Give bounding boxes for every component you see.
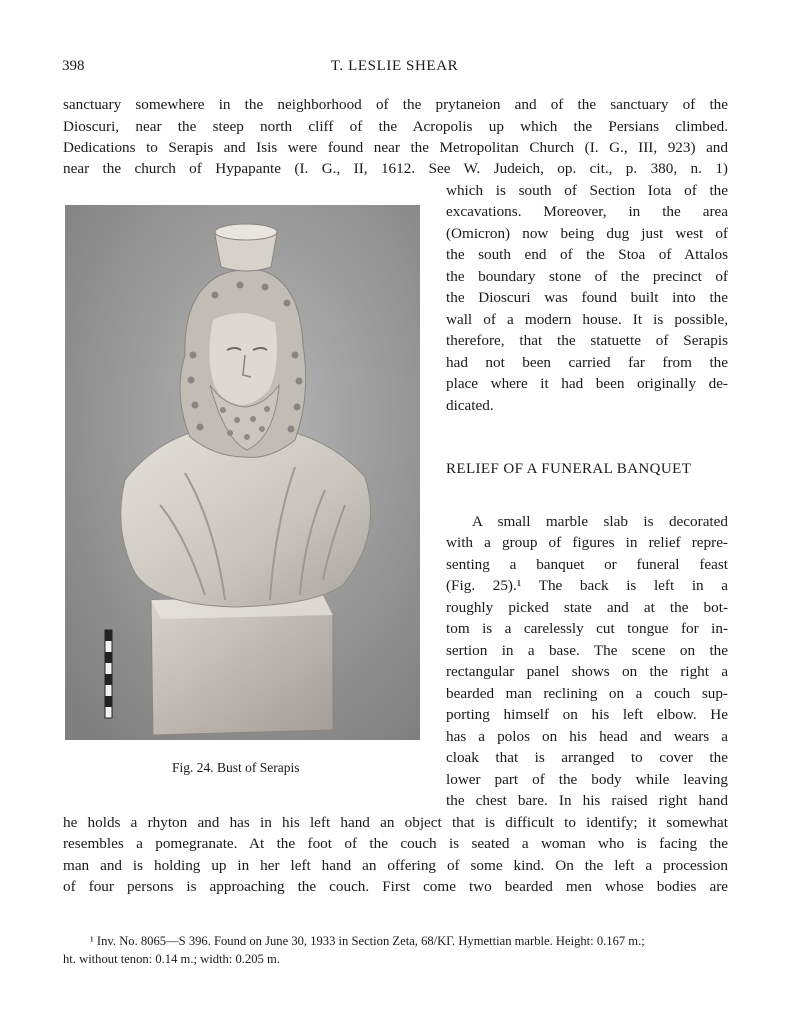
body-line: man and is holding up in her left hand an offering of some kind. On the left a procession [63,857,728,874]
body-line: therefore, that the statuette of Serapis [446,332,728,349]
page-number: 398 [62,58,85,74]
body-line: sertion in a base. The scene on the [446,642,728,659]
body-line: Dioscuri, near the steep north cliff of the Acropolis up which the Persians climbed. [63,118,728,135]
body-line: the south end of the Stoa of Attalos [446,246,728,263]
body-line: has a polos on his head and wears a [446,728,728,745]
body-line: of four persons is approaching the couch. First come two bearded men whose bodies are [63,878,728,895]
body-line: bearded man reclining on a couch sup- [446,685,728,702]
body-line: place where it had been originally de- [446,375,728,392]
body-line: roughly picked state and at the bot- [446,599,728,616]
body-line: near the church of Hypapante (I. G., II, 1612. See W. Judeich, op. cit., p. 380, n. 1) [63,160,728,177]
body-line: cloak that is arranged to cover the [446,749,728,766]
section-heading: RELIEF OF A FUNERAL BANQUET [446,461,692,477]
body-line: which is south of Section Iota of the [446,182,728,199]
body-line: with a group of figures in relief repre- [446,534,728,551]
footnote-line: ¹ Inv. No. 8065—S 396. Found on June 30, 1933 in Section Zeta, 68/ΚΓ. Hymettian marble. Height: 0.167 m.; [90,934,645,948]
body-line: porting himself on his left elbow. He [446,706,728,723]
body-line: the chest bare. In his raised right hand [446,792,728,809]
figure-caption: Fig. 24. Bust of Serapis [172,760,300,775]
body-line: had not been carried far from the [446,354,728,371]
body-line: tom is a carelessly cut tongue for in- [446,620,728,637]
body-line: excavations. Moreover, in the area [446,203,728,220]
body-line: senting a banquet or funeral feast [446,556,728,573]
body-line: (Omicron) now being dug just west of [446,225,728,242]
body-line: the boundary stone of the precinct of [446,268,728,285]
body-line: dicated. [446,397,494,414]
body-line: (Fig. 25).¹ The back is left in a [446,577,728,594]
body-line: lower part of the body while leaving [446,771,728,788]
body-line: rectangular panel shows on the right a [446,663,728,680]
footnote-line: ht. without tenon: 0.14 m.; width: 0.205 m. [63,952,280,966]
body-line: resembles a pomegranate. At the foot of the couch is seated a woman who is facing the [63,835,728,852]
running-title: T. LESLIE SHEAR [330,58,459,74]
body-line: he holds a rhyton and has in his left hand an object that is difficult to identify; it somewhat [63,814,728,831]
body-line: A small marble slab is decorated [472,513,728,530]
body-line: the Dioscuri was found built into the [446,289,728,306]
body-line: wall of a modern house. It is possible, [446,311,728,328]
serapis-bust-figure [65,205,420,740]
bust-illustration [65,205,420,740]
body-line: sanctuary somewhere in the neighborhood of the prytaneion and of the sanctuary of the [63,96,728,113]
body-line: Dedications to Serapis and Isis were found near the Metropolitan Church (I. G., III, 923) and [63,139,728,156]
